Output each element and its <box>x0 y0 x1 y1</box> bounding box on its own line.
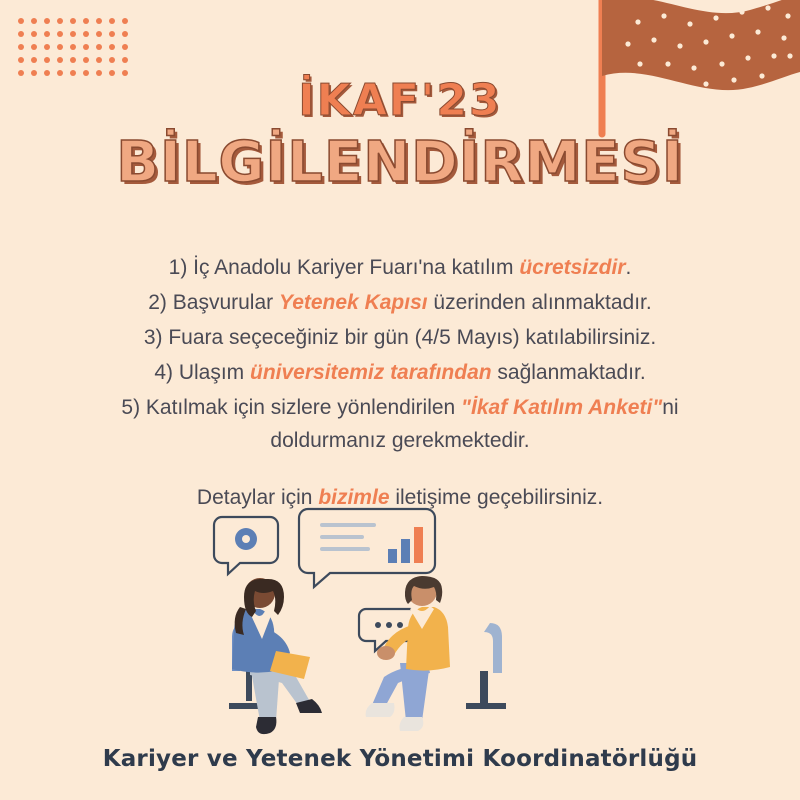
list-item-continuation: doldurmanız gerekmektedir. <box>270 429 530 453</box>
list-item <box>52 252 748 283</box>
closing-text-pre: Detaylar için <box>196 486 319 510</box>
closing-emphasis: bizimle <box>318 486 390 510</box>
list-item-emphasis: üniversitemiz tarafından <box>250 361 492 385</box>
list-item-text-pre: 5) Katılmak için sizlere yönlendirilen <box>121 396 462 420</box>
list-item <box>52 357 748 388</box>
closing-text-post: iletişime geçebilirsiniz. <box>389 486 604 510</box>
page-title: İKAF'23 <box>298 75 502 126</box>
two-people-conversation-illustration <box>190 505 610 740</box>
page-subtitle: BİLGİLENDİRMESİ <box>116 130 684 196</box>
list-item-text-post: üzerinden alınmaktadır. <box>427 291 652 315</box>
list-item-emphasis: Yetenek Kapısı <box>278 291 428 315</box>
list-item-emphasis: "İkaf Katılım Anketi" <box>461 396 663 420</box>
list-item-text-post: . <box>625 256 632 279</box>
announcement-list <box>52 252 748 531</box>
list-item <box>52 392 748 423</box>
dot-grid-decoration <box>18 18 135 83</box>
footer <box>0 746 800 772</box>
list-item-text-pre: 1) İç Anadolu Kariyer Fuarı'na katılım <box>168 256 520 279</box>
list-item-text-post: sağlanmaktadır. <box>491 361 646 385</box>
list-item-text-pre: 2) Başvurular <box>148 291 279 315</box>
footer-text: Kariyer ve Yetenek Yönetimi Koordinatörlüğü <box>102 746 698 772</box>
list-item-emphasis: ücretsizdir <box>519 256 626 279</box>
list-item <box>52 287 748 318</box>
list-item <box>52 322 748 353</box>
list-item-text-pre: 3) Fuara seçeceğiniz bir gün (4/5 Mayıs) katılabilirsiniz. <box>143 326 657 350</box>
list-item-text-pre: 4) Ulaşım <box>154 361 251 385</box>
title-block <box>0 75 800 196</box>
list-item-text-post: ni <box>662 396 679 420</box>
